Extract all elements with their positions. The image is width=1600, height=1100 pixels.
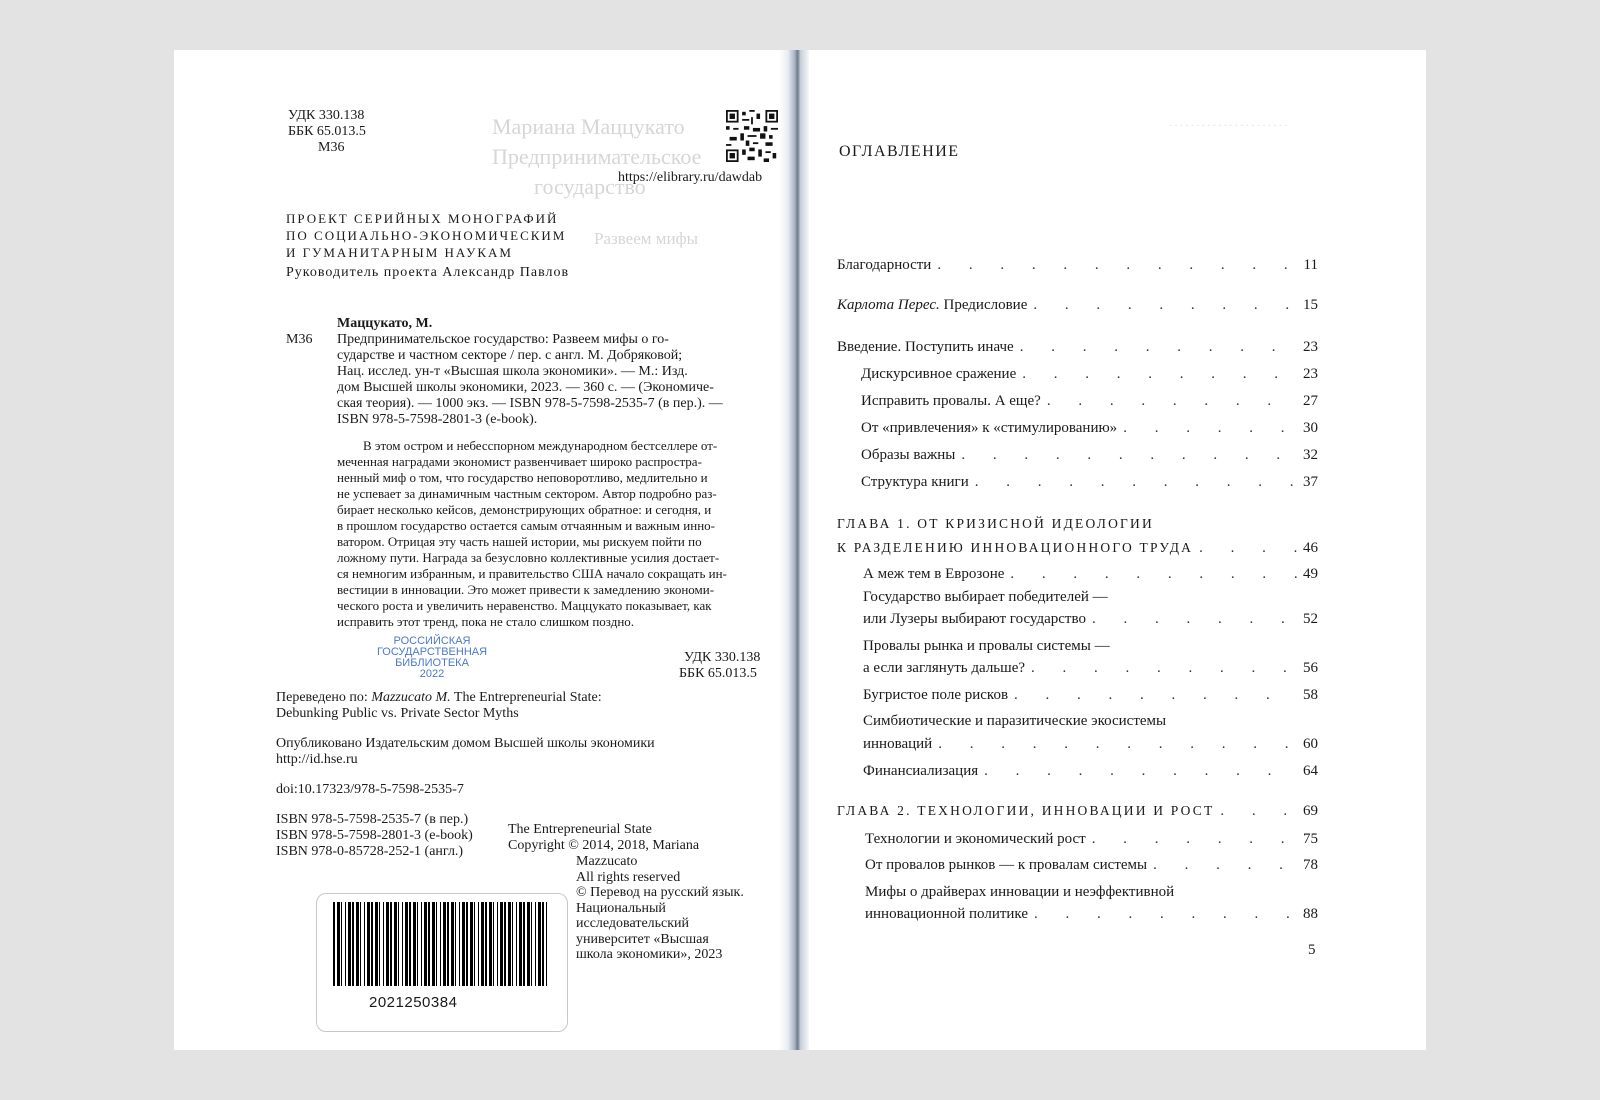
toc-entry[interactable]: Введение. Поступить иначе . . . 23 — [837, 338, 1318, 356]
project-line: ПО СОЦИАЛЬНО-ЭКОНОМИЧЕСКИМ — [286, 228, 567, 243]
book-gutter — [779, 50, 809, 1050]
annotation-line: ненный миф о том, что государство неповоротливо, медлительно и — [337, 470, 708, 485]
toc-entry[interactable]: инновационной политике . . . 88 — [865, 905, 1318, 923]
catalog-line: ская теория). — 1000 экз. — ISBN 978-5-7598-2535-7 (в пер.). — — [337, 396, 723, 411]
toc-entry[interactable]: От «привлечения» к «стимулированию» . . . 30 — [861, 419, 1318, 437]
annotation-line: ложному пути. Награда за безусловно коллективные усилия достает- — [337, 550, 720, 565]
catalog-author: Маццукато, М. — [337, 316, 433, 331]
toc-entry[interactable]: Образы важны . . . 32 — [861, 446, 1318, 464]
toc-entry[interactable]: Дискурсивное сражение . . . 23 — [861, 365, 1318, 383]
toc-entry[interactable]: Структура книги . . . 37 — [861, 473, 1318, 491]
barcode-sticker — [316, 893, 568, 1032]
toc-chapter-entry[interactable]: К РАЗДЕЛЕНИЮ ИННОВАЦИОННОГО ТРУДА . . . 46 — [837, 539, 1318, 557]
bbk-code-2: ББК 65.013.5 — [679, 666, 757, 681]
toc-entry[interactable]: Бугристое поле рисков . . . 58 — [863, 686, 1318, 704]
elibrary-link[interactable]: https://elibrary.ru/dawdab — [618, 170, 763, 185]
udk-code-2: УДК 330.138 — [684, 650, 761, 665]
annotation-line: вестиции в инновации. Это может привести к замедлению экономи- — [337, 582, 715, 597]
annotation-line: меченная наградами экономист развенчивает широко распростра- — [337, 454, 702, 469]
catalog-entry — [337, 332, 723, 428]
toc-entry[interactable]: а если заглянуть дальше? . . . 56 — [863, 659, 1318, 677]
show-through-text: государство — [534, 174, 646, 199]
contents-page — [809, 50, 1426, 1050]
annotation-line: ческого роста и увеличить неравенство. Маццукато показывает, как — [337, 598, 712, 613]
catalog-line: сударстве и частном секторе / пер. с англ. М. Добряковой; — [337, 348, 683, 363]
toc-entry[interactable]: Благодарности . . . 11 — [837, 256, 1318, 274]
show-through-text: Развеем мифы — [594, 229, 699, 248]
copyright-block: Mazzucato All rights reserved © Перевод на русский язык. Национальный исследовательский университет «Высшая школа экономики», 2023 — [576, 854, 744, 962]
catalog-line: дом Высшей школы экономики, 2023. — 360 с. — (Экономиче- — [337, 380, 714, 395]
qr-code-icon[interactable] — [726, 110, 778, 162]
book-spread — [174, 50, 1426, 1050]
udk-code: УДК 330.138 — [288, 108, 365, 123]
isbn-line: ISBN 978-5-7598-2535-7 (в пер.) — [276, 812, 469, 827]
annotation — [337, 438, 727, 630]
isbn-line: ISBN 978-5-7598-2801-3 (e-book) — [276, 828, 473, 843]
copyright-title: The Entrepreneurial State — [508, 822, 652, 837]
toc-entry[interactable]: Карлота Перес. Предисловие . . . 15 — [837, 296, 1318, 314]
doi: doi:10.17323/978-5-7598-2535-7 — [276, 782, 464, 797]
published-url[interactable]: http://id.hse.ru — [276, 752, 358, 767]
translated-from-line2: Debunking Public vs. Private Sector Myths — [276, 706, 519, 721]
barcode-icon — [333, 902, 547, 986]
toc-entry[interactable]: инноваций . . . 60 — [863, 735, 1318, 753]
toc-entry[interactable]: А меж тем в Еврозоне . . . 49 — [863, 565, 1318, 583]
published-line: Опубликовано Издательским домом Высшей школы экономики — [276, 736, 655, 751]
toc-entry-line[interactable]: Государство выбирает победителей — — [863, 589, 1108, 605]
barcode-number: 2021250384 — [369, 994, 458, 1011]
show-through-text: Предпринимательское — [492, 144, 702, 169]
annotation-line: в прошлом государство остается самым отчаянным и важным инно- — [337, 518, 715, 533]
toc-entry-line[interactable]: Мифы о драйверах инновации и неэффективной — [865, 884, 1175, 900]
project-line: И ГУМАНИТАРНЫМ НАУКАМ — [286, 245, 513, 260]
catalog-line: Нац. исслед. ун-т «Высшая школа экономики». — М.: Изд. — [337, 364, 688, 379]
toc-entry[interactable]: или Лузеры выбирают государство . . . 52 — [863, 610, 1318, 628]
library-stamp: РОССИЙСКАЯ ГОСУДАРСТВЕННАЯ БИБЛИОТЕКА 2022 — [376, 635, 488, 680]
annotation-line: бирает несколько кейсов, демонстрирующих обратное: и сегодня, и — [337, 502, 712, 517]
annotation-line: ся немногим избранным, и правительство США начало сокращать ин- — [337, 566, 727, 581]
catalog-mark: М36 — [286, 332, 313, 347]
toc-chapter-line[interactable]: ГЛАВА 1. ОТ КРИЗИСНОЙ ИДЕОЛОГИИ — [837, 516, 1154, 531]
catalog-line: Предпринимательское государство: Развеем мифы о го- — [337, 332, 669, 347]
catalog-line: ISBN 978-5-7598-2801-3 (e-book). — [337, 412, 538, 427]
annotation-line: исправить этот тренд, пока не стало слишком поздно. — [337, 614, 635, 629]
toc-entry[interactable]: От провалов рынков — к провалам системы . . . 78 — [865, 856, 1318, 874]
toc-chapter-entry[interactable]: ГЛАВА 2. ТЕХНОЛОГИИ, ИННОВАЦИИ И РОСТ . . . 69 — [837, 802, 1318, 820]
annotation-line: ватором. Отрицая эту часть нашей истории, мы рискуем пойти по — [337, 534, 702, 549]
toc-entry-line[interactable]: Симбиотические и паразитические экосистемы — [863, 713, 1167, 729]
project-head: Руководитель проекта Александр Павлов — [286, 265, 570, 280]
toc-entry[interactable]: Финансиализация . . . 64 — [863, 762, 1318, 780]
show-through-text: Мариана Маццукато — [492, 114, 685, 139]
bbk-code: ББК 65.013.5 — [288, 124, 366, 139]
translated-from: Переведено по: Mazzucato M. The Entrepreneurial State: — [276, 690, 602, 705]
show-through-text: . . . . . . . . . . . . . . . . . . . . . . — [1169, 117, 1288, 129]
annotation-line: В этом остром и небесспорном международном бестселлере от- — [363, 438, 718, 453]
copyright-line: Copyright © 2014, 2018, Mariana — [508, 838, 700, 853]
toc-entry[interactable]: Исправить провалы. А еще? . . . 27 — [861, 392, 1318, 410]
project-line: ПРОЕКТ СЕРИЙНЫХ МОНОГРАФИЙ — [286, 211, 559, 226]
page-number: 5 — [1308, 942, 1316, 958]
isbn-list — [276, 812, 473, 860]
contents-heading: ОГЛАВЛЕНИЕ — [839, 143, 960, 160]
toc-entry-line[interactable]: Провалы рынка и провалы системы — — [863, 638, 1110, 654]
annotation-line: не успевает за динамичным частным сектором. Автор подробно раз- — [337, 486, 717, 501]
isbn-line: ISBN 978-0-85728-252-1 (англ.) — [276, 844, 464, 859]
toc-entry[interactable]: Технологии и экономический рост . . . 75 — [865, 830, 1318, 848]
author-mark: М36 — [318, 140, 345, 155]
copyright-page — [174, 50, 779, 1050]
